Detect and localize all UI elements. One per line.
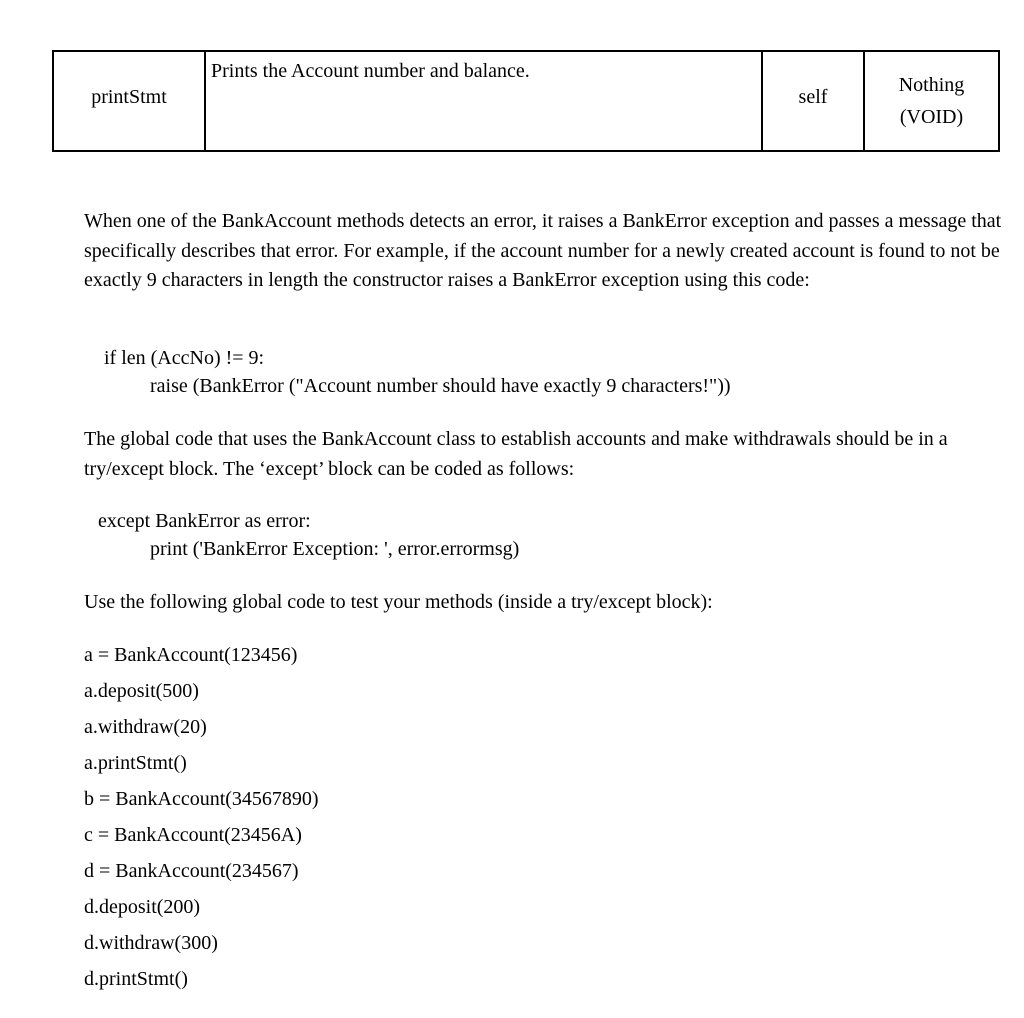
test-intro-paragraph: Use the following global code to test your methods (inside a try/except block):	[84, 591, 713, 613]
global-code-paragraph: The global code that uses the BankAccount class to establish accounts and make withdrawals should be in a try/except block. The ‘except’ block can be coded as follows:	[84, 428, 948, 480]
code-except-line2: print ('BankError Exception: ', error.errormsg)	[150, 538, 520, 560]
code-raise-line2: raise (BankError ("Account number should have exactly 9 characters!"))	[150, 375, 731, 397]
method-return-line1: Nothing	[898, 74, 965, 96]
method-name: printStmt	[91, 86, 167, 108]
test-code-line: c = BankAccount(23456A)	[84, 824, 302, 846]
method-parameters: self	[798, 86, 828, 108]
error-handling-paragraph: When one of the BankAccount methods detects an error, it raises a BankError exception and passes a message that specifically describes that error. For example, if the account number for a newly created account is found to not be exactly 9 characters in length the constructor raises a BankError exception using this code:	[84, 210, 1002, 291]
test-code-line: d.printStmt()	[84, 968, 188, 990]
method-return-line2: (VOID)	[899, 106, 964, 128]
method-table	[52, 50, 1000, 152]
method-return-cell	[864, 51, 999, 151]
method-description: Prints the Account number and balance.	[211, 60, 530, 82]
test-code-line: b = BankAccount(34567890)	[84, 788, 319, 810]
table-row	[53, 51, 999, 151]
method-name-cell	[53, 51, 205, 151]
code-except-line1: except BankError as error:	[98, 510, 311, 532]
test-code-line: a = BankAccount(123456)	[84, 644, 298, 666]
test-code-line: d.withdraw(300)	[84, 932, 218, 954]
test-code-line: d = BankAccount(234567)	[84, 860, 299, 882]
code-raise-line1: if len (AccNo) != 9:	[104, 347, 265, 369]
test-code-line: a.printStmt()	[84, 752, 187, 774]
method-description-cell	[205, 51, 762, 151]
test-code-line: a.withdraw(20)	[84, 716, 207, 738]
test-code-line: d.deposit(200)	[84, 896, 201, 918]
test-code-line: a.deposit(500)	[84, 680, 199, 702]
method-parameters-cell	[762, 51, 864, 151]
